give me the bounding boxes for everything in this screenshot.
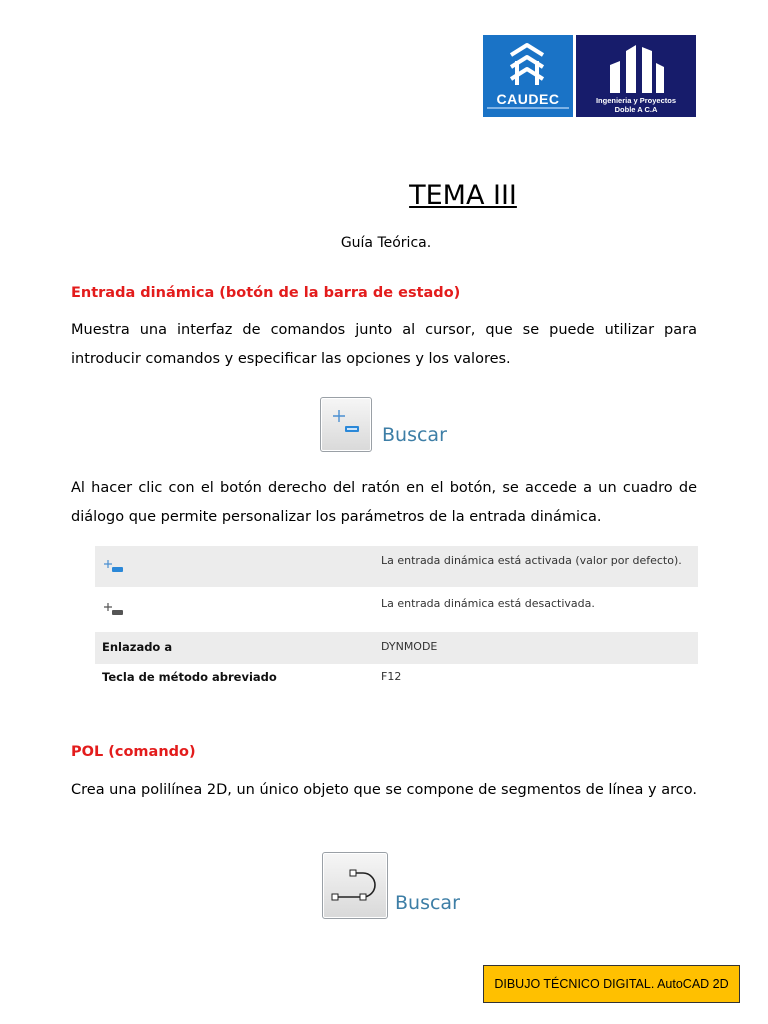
dobleaca-logo (576, 35, 696, 117)
table-row (95, 589, 698, 631)
section-title-entrada-dinamica: Entrada dinámica (botón de la barra de estado) (71, 285, 461, 301)
polyline-button[interactable] (322, 852, 388, 919)
table-cell-label: Enlazado a (102, 640, 173, 654)
dynamic-input-icon (321, 398, 371, 451)
caudec-logo (483, 35, 573, 117)
page-subtitle: Guía Teórica. (340, 235, 432, 251)
polyline-icon (323, 853, 387, 918)
dynamic-input-off-icon (103, 601, 125, 617)
dynamic-input-on-icon (103, 558, 125, 574)
table-cell-value: La entrada dinámica está activada (valor por defecto). (381, 554, 682, 567)
dynamic-input-button[interactable] (320, 397, 372, 452)
table-row (95, 632, 698, 664)
footer-badge: DIBUJO TÉCNICO DIGITAL. AutoCAD 2D (483, 965, 740, 1003)
dobleaca-logo-line2: Doble A C.A (614, 105, 658, 114)
table-cell-value: F12 (381, 670, 402, 683)
building-logo-icon (606, 41, 668, 93)
dobleaca-logo-line1: Ingenieria y Proyectos (595, 96, 677, 105)
section2-paragraph-1: Crea una polilínea 2D, un único objeto que se compone de segmentos de línea y arco. (71, 782, 697, 798)
caudec-logo-divider (487, 107, 569, 109)
caudec-logo-icon (505, 41, 549, 89)
table-cell-value: La entrada dinámica está desactivada. (381, 597, 595, 610)
section-title-pol-comando: POL (comando) (71, 744, 196, 760)
caudec-logo-text: CAUDEC (496, 91, 560, 107)
table-row (95, 662, 698, 694)
section1-paragraph-2: Al hacer clic con el botón derecho del ratón en el botón, se accede a un cuadro de diálogo que permite personalizar los parámetros de la entrada dinámica. (71, 480, 697, 525)
table-cell-label: Tecla de método abreviado (102, 670, 277, 684)
page-title: TEMA III (409, 180, 517, 211)
buscar-label-1: Buscar (382, 424, 447, 446)
table-row (95, 546, 698, 587)
section1-paragraph-1: Muestra una interfaz de comandos junto al cursor, que se puede utilizar para introducir comandos y especificar las opciones y los valores. (71, 322, 697, 367)
table-cell-value: DYNMODE (381, 640, 438, 653)
buscar-label-2: Buscar (395, 892, 460, 914)
